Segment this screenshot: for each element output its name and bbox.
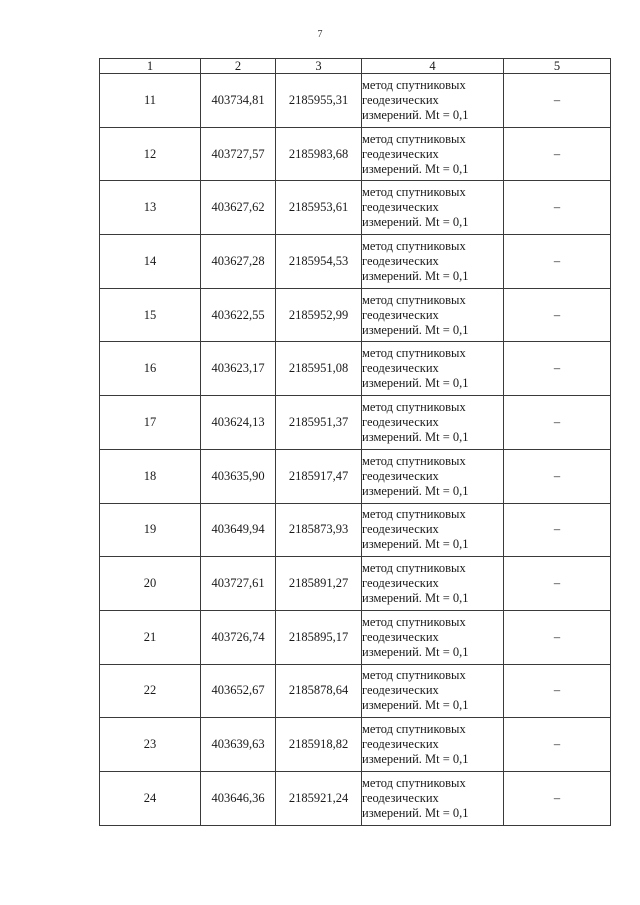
- note-cell: –: [504, 610, 611, 664]
- point-number-cell: 17: [100, 396, 201, 450]
- note-cell: –: [504, 449, 611, 503]
- table-row: [100, 557, 611, 611]
- method-cell: [362, 557, 504, 611]
- note-cell: –: [504, 235, 611, 289]
- table-row: [100, 181, 611, 235]
- note-cell: –: [504, 181, 611, 235]
- method-line: геодезических: [362, 92, 439, 107]
- method-line: метод спутниковых: [362, 185, 466, 200]
- table-row: [100, 288, 611, 342]
- table-row: [100, 664, 611, 718]
- method-line: измерений. Mt = 0,1: [362, 215, 469, 230]
- x-coordinate-cell: 403726,74: [201, 610, 276, 664]
- point-number-cell: 22: [100, 664, 201, 718]
- method-line: измерений. Mt = 0,1: [362, 537, 469, 552]
- method-line: геодезических: [362, 253, 439, 268]
- coordinates-table: [99, 58, 611, 826]
- y-coordinate-cell: 2185952,99: [276, 288, 362, 342]
- point-number-cell: 21: [100, 610, 201, 664]
- method-line: геодезических: [362, 200, 439, 215]
- table-row: [100, 771, 611, 825]
- x-coordinate-cell: 403627,62: [201, 181, 276, 235]
- method-line: метод спутниковых: [362, 507, 466, 522]
- method-line: измерений. Mt = 0,1: [362, 429, 469, 444]
- table-row: [100, 342, 611, 396]
- y-coordinate-cell: 2185917,47: [276, 449, 362, 503]
- method-cell: [362, 181, 504, 235]
- method-line: геодезических: [362, 414, 439, 429]
- note-cell: –: [504, 771, 611, 825]
- method-line: измерений. Mt = 0,1: [362, 161, 469, 176]
- note-cell: –: [504, 557, 611, 611]
- method-line: геодезических: [362, 146, 439, 161]
- point-number-cell: 12: [100, 127, 201, 181]
- method-cell: [362, 718, 504, 772]
- note-cell: –: [504, 127, 611, 181]
- method-line: измерений. Mt = 0,1: [362, 805, 469, 820]
- method-line: метод спутниковых: [362, 346, 466, 361]
- header-cell-3: 3: [276, 59, 362, 74]
- y-coordinate-cell: 2185873,93: [276, 503, 362, 557]
- x-coordinate-cell: 403635,90: [201, 449, 276, 503]
- method-line: метод спутниковых: [362, 775, 466, 790]
- method-line: измерений. Mt = 0,1: [362, 376, 469, 391]
- header-row: [100, 59, 611, 74]
- method-line: геодезических: [362, 522, 439, 537]
- method-line: измерений. Mt = 0,1: [362, 483, 469, 498]
- y-coordinate-cell: 2185953,61: [276, 181, 362, 235]
- note-cell: –: [504, 342, 611, 396]
- table-row: [100, 235, 611, 289]
- method-cell: [362, 449, 504, 503]
- table-row: [100, 718, 611, 772]
- method-line: метод спутниковых: [362, 668, 466, 683]
- y-coordinate-cell: 2185983,68: [276, 127, 362, 181]
- header-cell-2: 2: [201, 59, 276, 74]
- point-number-cell: 20: [100, 557, 201, 611]
- point-number-cell: 23: [100, 718, 201, 772]
- table-row: [100, 449, 611, 503]
- method-line: метод спутниковых: [362, 131, 466, 146]
- method-line: метод спутниковых: [362, 722, 466, 737]
- point-number-cell: 18: [100, 449, 201, 503]
- method-line: измерений. Mt = 0,1: [362, 268, 469, 283]
- method-line: измерений. Mt = 0,1: [362, 591, 469, 606]
- method-cell: [362, 342, 504, 396]
- x-coordinate-cell: 403639,63: [201, 718, 276, 772]
- y-coordinate-cell: 2185951,08: [276, 342, 362, 396]
- point-number-cell: 24: [100, 771, 201, 825]
- method-line: геодезических: [362, 737, 439, 752]
- x-coordinate-cell: 403646,36: [201, 771, 276, 825]
- note-cell: –: [504, 288, 611, 342]
- method-line: измерений. Mt = 0,1: [362, 322, 469, 337]
- x-coordinate-cell: 403734,81: [201, 74, 276, 128]
- method-cell: [362, 610, 504, 664]
- x-coordinate-cell: 403627,28: [201, 235, 276, 289]
- header-cell-4: 4: [362, 59, 504, 74]
- method-line: метод спутниковых: [362, 238, 466, 253]
- y-coordinate-cell: 2185878,64: [276, 664, 362, 718]
- y-coordinate-cell: 2185895,17: [276, 610, 362, 664]
- method-line: метод спутниковых: [362, 77, 466, 92]
- method-line: геодезических: [362, 468, 439, 483]
- point-number-cell: 11: [100, 74, 201, 128]
- header-cell-1: 1: [100, 59, 201, 74]
- table-row: [100, 127, 611, 181]
- header-cell-5: 5: [504, 59, 611, 74]
- x-coordinate-cell: 403652,67: [201, 664, 276, 718]
- x-coordinate-cell: 403624,13: [201, 396, 276, 450]
- x-coordinate-cell: 403649,94: [201, 503, 276, 557]
- method-line: измерений. Mt = 0,1: [362, 644, 469, 659]
- method-line: геодезических: [362, 790, 439, 805]
- point-number-cell: 14: [100, 235, 201, 289]
- note-cell: –: [504, 718, 611, 772]
- method-line: измерений. Mt = 0,1: [362, 752, 469, 767]
- method-cell: [362, 235, 504, 289]
- method-cell: [362, 771, 504, 825]
- note-cell: –: [504, 74, 611, 128]
- table-row: [100, 74, 611, 128]
- method-line: измерений. Mt = 0,1: [362, 698, 469, 713]
- method-line: измерений. Mt = 0,1: [362, 107, 469, 122]
- x-coordinate-cell: 403727,61: [201, 557, 276, 611]
- method-line: геодезических: [362, 683, 439, 698]
- table-row: [100, 503, 611, 557]
- method-line: геодезических: [362, 307, 439, 322]
- method-line: метод спутниковых: [362, 614, 466, 629]
- x-coordinate-cell: 403727,57: [201, 127, 276, 181]
- method-line: метод спутниковых: [362, 399, 466, 414]
- y-coordinate-cell: 2185921,24: [276, 771, 362, 825]
- y-coordinate-cell: 2185951,37: [276, 396, 362, 450]
- x-coordinate-cell: 403623,17: [201, 342, 276, 396]
- method-cell: [362, 396, 504, 450]
- method-cell: [362, 288, 504, 342]
- table-row: [100, 396, 611, 450]
- method-line: метод спутниковых: [362, 453, 466, 468]
- y-coordinate-cell: 2185955,31: [276, 74, 362, 128]
- method-cell: [362, 664, 504, 718]
- table-header: [100, 59, 611, 74]
- page-number: 7: [317, 29, 323, 40]
- method-line: метод спутниковых: [362, 292, 466, 307]
- method-cell: [362, 503, 504, 557]
- method-line: геодезических: [362, 576, 439, 591]
- y-coordinate-cell: 2185918,82: [276, 718, 362, 772]
- table-row: [100, 610, 611, 664]
- y-coordinate-cell: 2185954,53: [276, 235, 362, 289]
- point-number-cell: 15: [100, 288, 201, 342]
- method-cell: [362, 74, 504, 128]
- note-cell: –: [504, 503, 611, 557]
- note-cell: –: [504, 396, 611, 450]
- point-number-cell: 16: [100, 342, 201, 396]
- y-coordinate-cell: 2185891,27: [276, 557, 362, 611]
- method-line: геодезических: [362, 361, 439, 376]
- x-coordinate-cell: 403622,55: [201, 288, 276, 342]
- method-line: метод спутниковых: [362, 561, 466, 576]
- point-number-cell: 19: [100, 503, 201, 557]
- method-line: геодезических: [362, 629, 439, 644]
- point-number-cell: 13: [100, 181, 201, 235]
- table-body: [100, 74, 611, 826]
- note-cell: –: [504, 664, 611, 718]
- method-cell: [362, 127, 504, 181]
